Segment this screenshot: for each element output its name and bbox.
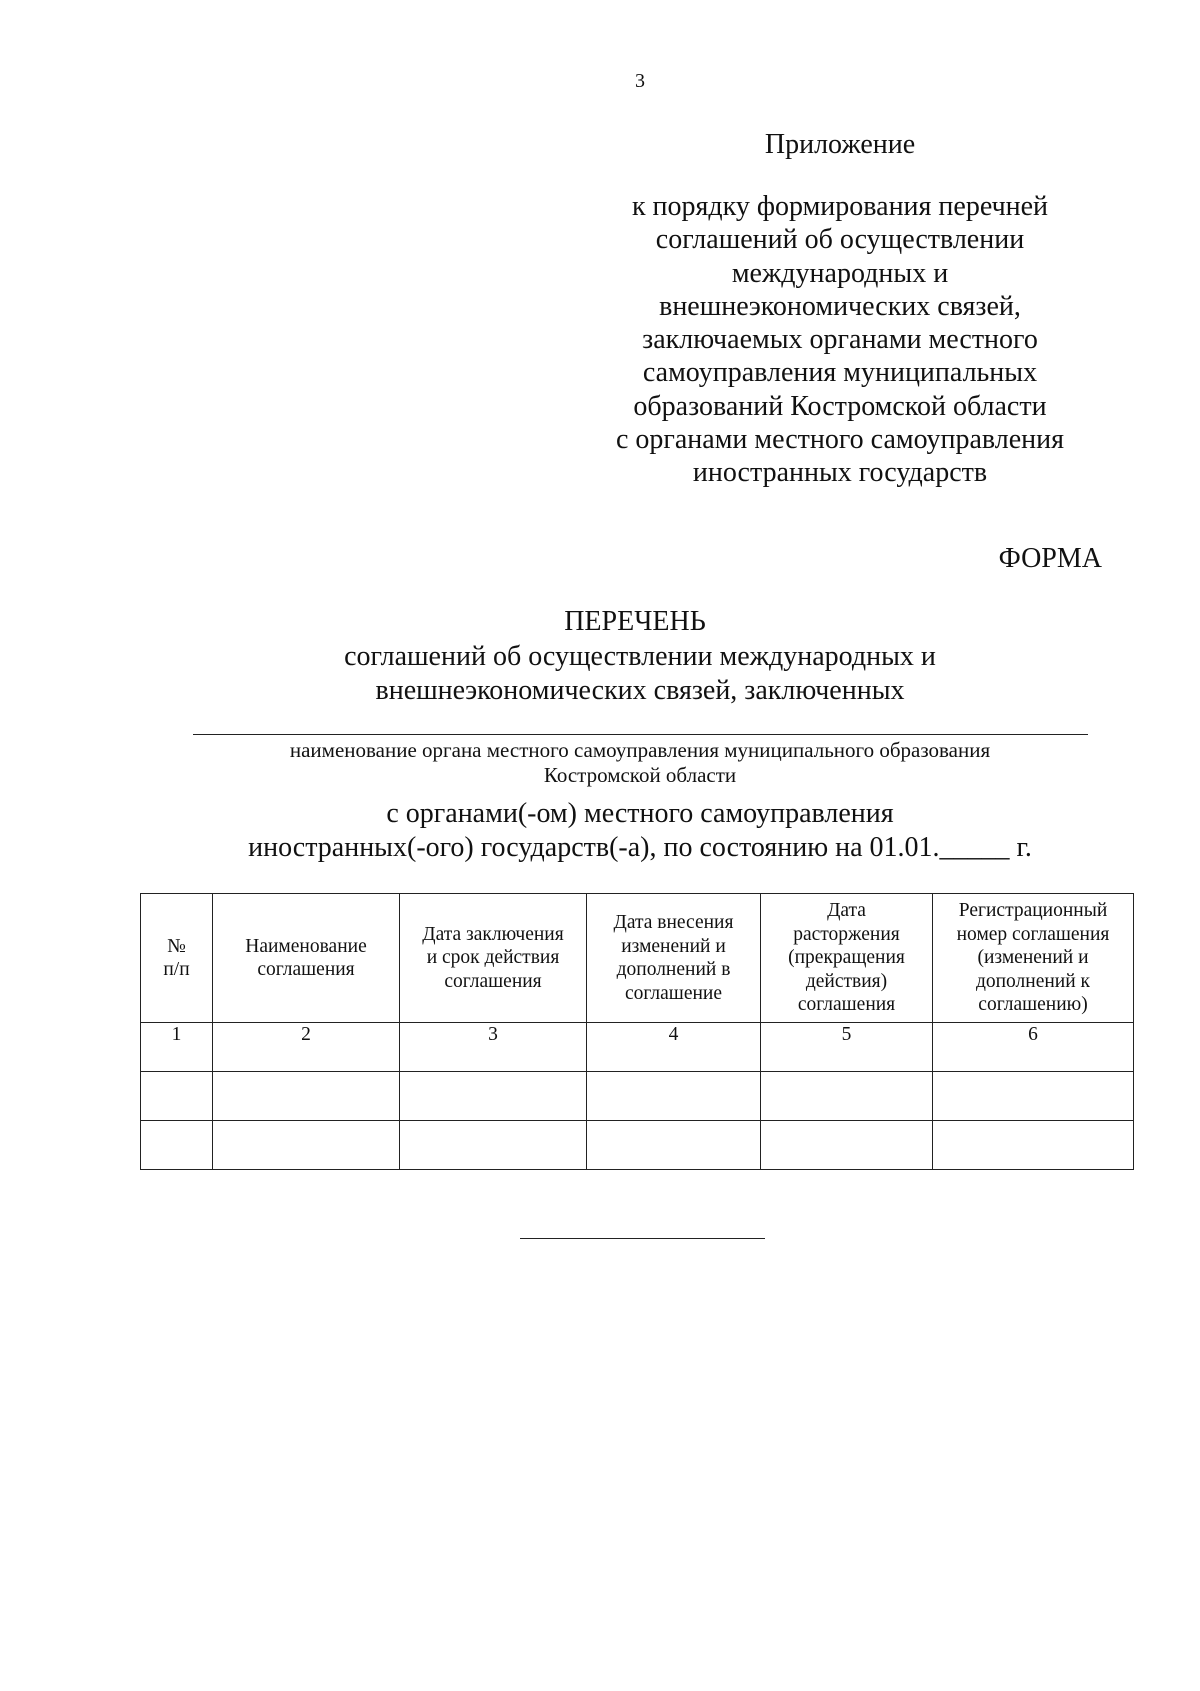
caption-line: Костромской области xyxy=(543,763,737,787)
list-subtitle-line: соглашений об осуществлении международных и xyxy=(344,641,936,672)
page-number: 3 xyxy=(635,70,645,92)
appendix-line: к порядку формирования перечней xyxy=(631,191,1049,222)
table-cell xyxy=(400,1072,587,1121)
table-cell xyxy=(761,1121,933,1170)
column-number-cell: 1 xyxy=(141,1023,213,1072)
agreements-table xyxy=(140,893,1134,1170)
column-number-cell: 4 xyxy=(587,1023,761,1072)
table-row xyxy=(141,1072,1134,1121)
foreign-bodies-text xyxy=(200,797,1080,865)
table-cell xyxy=(933,1121,1134,1170)
table-header-row xyxy=(141,894,1134,1023)
column-number-cell: 2 xyxy=(213,1023,400,1072)
list-subtitle xyxy=(240,640,1040,708)
end-of-form-line xyxy=(520,1238,765,1239)
table-cell xyxy=(761,1072,933,1121)
appendix-line: самоуправления муниципальных xyxy=(642,357,1038,389)
appendix-line: с органами местного самоуправления xyxy=(615,424,1065,456)
appendix-line: соглашений об осуществлении xyxy=(655,224,1025,256)
list-subtitle-line: внешнеэкономических связей, заключенных xyxy=(375,675,905,706)
header-cell-name: Наименование соглашения xyxy=(213,894,400,1023)
appendix-line: образований Костромской области xyxy=(633,390,1047,422)
appendix-line: внешнеэкономических связей, xyxy=(659,290,1021,322)
table-cell xyxy=(141,1121,213,1170)
table-cell xyxy=(213,1072,400,1121)
authority-name-caption xyxy=(190,738,1090,788)
form-label: ФОРМА xyxy=(998,543,1102,574)
authority-name-fill-line xyxy=(193,734,1088,735)
foreign-bodies-line: с органами(-ом) местного самоуправления xyxy=(386,798,894,829)
header-cell-registration-number: Регистрационный номер соглашения (изменений и дополнений к соглашению) xyxy=(933,894,1134,1023)
column-number-cell: 3 xyxy=(400,1023,587,1072)
caption-line: наименование органа местного самоуправления муниципального образования xyxy=(289,738,991,762)
table-cell xyxy=(933,1072,1134,1121)
column-number-cell: 5 xyxy=(761,1023,933,1072)
table-cell xyxy=(587,1121,761,1170)
appendix-line: международных и xyxy=(731,257,949,289)
table-cell xyxy=(141,1072,213,1121)
list-title: ПЕРЕЧЕНЬ xyxy=(564,606,706,637)
table-cell xyxy=(213,1121,400,1170)
column-number-cell: 6 xyxy=(933,1023,1134,1072)
header-cell-conclusion-date: Дата заключения и срок действия соглашения xyxy=(400,894,587,1023)
appendix-line: иностранных государств xyxy=(692,457,988,489)
table-row xyxy=(141,1121,1134,1170)
header-cell-amendment-date: Дата внесения изменений и дополнений в соглашение xyxy=(587,894,761,1023)
header-cell-number: № п/п xyxy=(141,894,213,1023)
appendix-title: Приложение xyxy=(764,129,916,160)
foreign-bodies-line: иностранных(-ого) государств(-а), по состоянию на 01.01._____ г. xyxy=(248,832,1032,863)
appendix-line: заключаемых органами местного xyxy=(642,324,1038,356)
appendix-description xyxy=(580,190,1100,490)
header-cell-termination-date: Дата расторжения (прекращения действия) соглашения xyxy=(761,894,933,1023)
table-column-numbers-row xyxy=(141,1023,1134,1072)
table-cell xyxy=(400,1121,587,1170)
table-cell xyxy=(587,1072,761,1121)
